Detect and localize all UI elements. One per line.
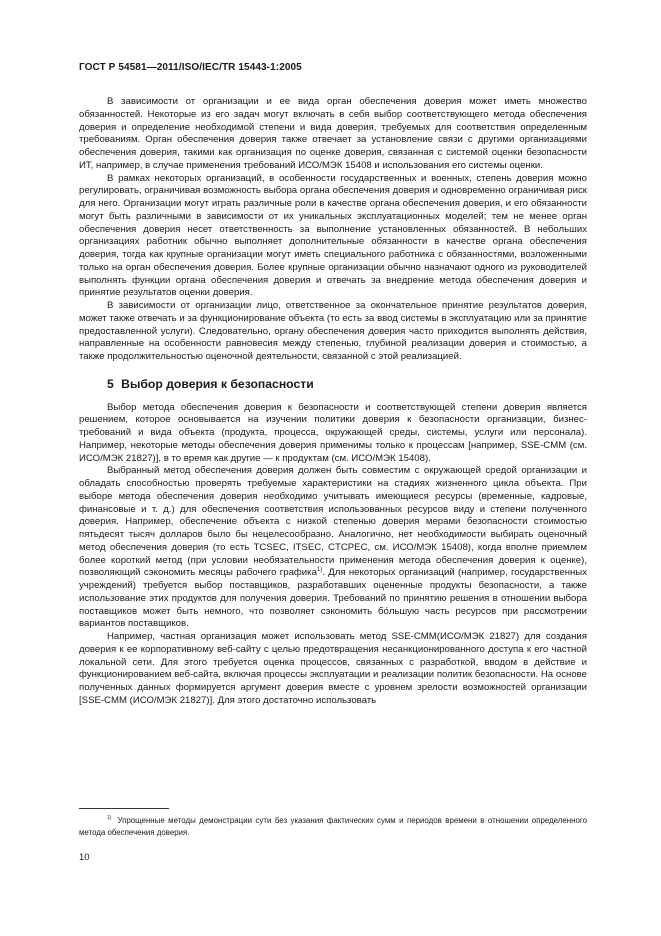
footnote-marker: 1) — [107, 815, 112, 822]
footnote — [79, 815, 587, 840]
paragraph-text-part-1: Выбранный метод обеспечения доверия должен быть совместим с окружающей средой организации и обладать способностью проверять требуемые характеристики на стадиях жизненного цикла объекта. При выборе метода обеспечения доверия необходимо учитывать имеющиеся ресурсы (временные, кадровые, финансовые и т. д.) для обеспечения соответствия использованных ресурсов виду и степени полученного доверия. Например, обеспечение объекта с низкой степенью доверия мерами безопасности стоимостью пятьдесят тысяч долларов было бы нецелесообразно. Аналогично, нет необходимости выбирать оценочный метод обеспечения доверия (то есть TCSEC, ITSEC, CTCPEC, см. ИСО/МЭК 15408), когда вполне приемлем более короткий метод (при условии необязательности применения метода обеспечения доверия к оценке), позволяющий сэкономить месяцы рабочего графика — [79, 465, 587, 579]
section-title: Выбор доверия к безопасности — [121, 376, 314, 391]
footnote-reference[interactable]: 1) — [316, 567, 323, 574]
paragraph-responsible-person: В зависимости от организации лицо, ответственное за окончательное принятие результатов доверия, может также отвечать и за функционирование объекта (то есть за ввод системы в эксплуатацию или за принятие предоставленной услуги). Следовательно, органу обеспечения доверия часто приходится выполнять действия, направленные на особенности равновесия между степенью, глубиной реализации доверия и стоимостью, а также продолжительностью оценочной деятельности, связанной с этой реализацией. — [79, 300, 587, 362]
page-number: 10 — [79, 852, 90, 863]
section-number: 5 — [107, 376, 114, 391]
paragraph-example-private-org: Например, частная организация может использовать метод SSE-CMM(ИСО/МЭК 21827) для создания доверия к ее корпоративному веб-сайту с целью предотвращения несанкционированного доступа к его частной локальной сети. Для этого требуется оценка процессов, связанных с разработкой, вводом в действие и функционированием веб-сайта, включая процессы эксплуатации и реализации политик безопасности. На основе полученных данных формируется аргумент доверия вместе с уровнем зрелости возможностей организации [SSE-CMM (ИСО/МЭК 21827)]. Для этого достаточно использовать — [79, 631, 587, 706]
section-heading — [107, 378, 587, 391]
paragraph-organization-roles: В рамках некоторых организаций, в особенности государственных и военных, степень доверия можно регулировать, ограничивая возможность выбора органа обеспечения доверия и одновременно ограничивая риск для него. Организации могут играть различные роли в качестве органа обеспечения доверия, и его обязанности могут быть различными в зависимости от их уникальных эксплуатационных моделей; тем не менее орган обеспечения доверия несет ответственность за выполнение установленных обязанностей. В небольших организациях работник обычно выполняет дополнительные обязанности в качестве органа обеспечения доверия, тогда как крупные организации могут иметь специального работника с обязанностями, возложенными только на орган обеспечения доверия. Более крупные организации обычно назначают одного из руководителей выполнять функции органа обеспечения доверия и отвечать за внедрение метода обеспечения доверия и принятие результатов оценки доверия. — [79, 172, 587, 299]
paragraph-text-part-2: . Для некоторых организаций (например, государственных учреждений) требуется выбор поставщиков, разработавших оцененные продукты безопасности, а также использование этих продуктов для получения доверия. Требований по принятию решения в отношении выбора поставщиков может быть немного, что позволяет сэкономить бо́льшую часть ресурсов при рассмотрении вариантов поставщиков. — [79, 567, 587, 630]
footnote-text: Упрощенные методы демонстрации сути без указания фактических сумм и периодов времени в отношении определенного метода обеспечения доверия. — [79, 816, 587, 838]
paragraph-method-selection: Выбор метода обеспечения доверия к безопасности и соответствующей степени доверия является решением, которое основывается на изучении политики доверия к безопасности организации, бизнес-требований и вида объекта (продукта, процесса, окружающей среды, системы, услуги или персонала). Например, некоторые методы обеспечения доверия применимы только к процессам [например, SSE-CMM (см. ИСО/МЭК 21827)], в то время как другие — к продуктам (см. ИСО/МЭК 15408). — [79, 401, 587, 464]
paragraph-assurance-authority-duties: В зависимости от организации и ее вида орган обеспечения доверия может иметь множество обязанностей. Некоторые из его задач могут включать в себя выбор соответствующего метода обеспечения доверия и определение необходимой степени и вида доверия, требуемых для соответствия определенным требованиям. Орган обеспечения доверия также отвечает за установление связи с другими организациями обеспечения доверия, такими как организация по оценке доверия, связанная с системой оценки безопасности ИТ, например, в случае применения требований ИСО/МЭК 15408 и использования его системы оценки. — [79, 96, 587, 171]
page-body — [79, 96, 587, 708]
paragraph-method-compatibility — [79, 465, 587, 631]
standard-header: ГОСТ Р 54581—2011/ISO/IEC/TR 15443-1:2005 — [79, 62, 302, 73]
footnote-separator — [79, 808, 169, 809]
